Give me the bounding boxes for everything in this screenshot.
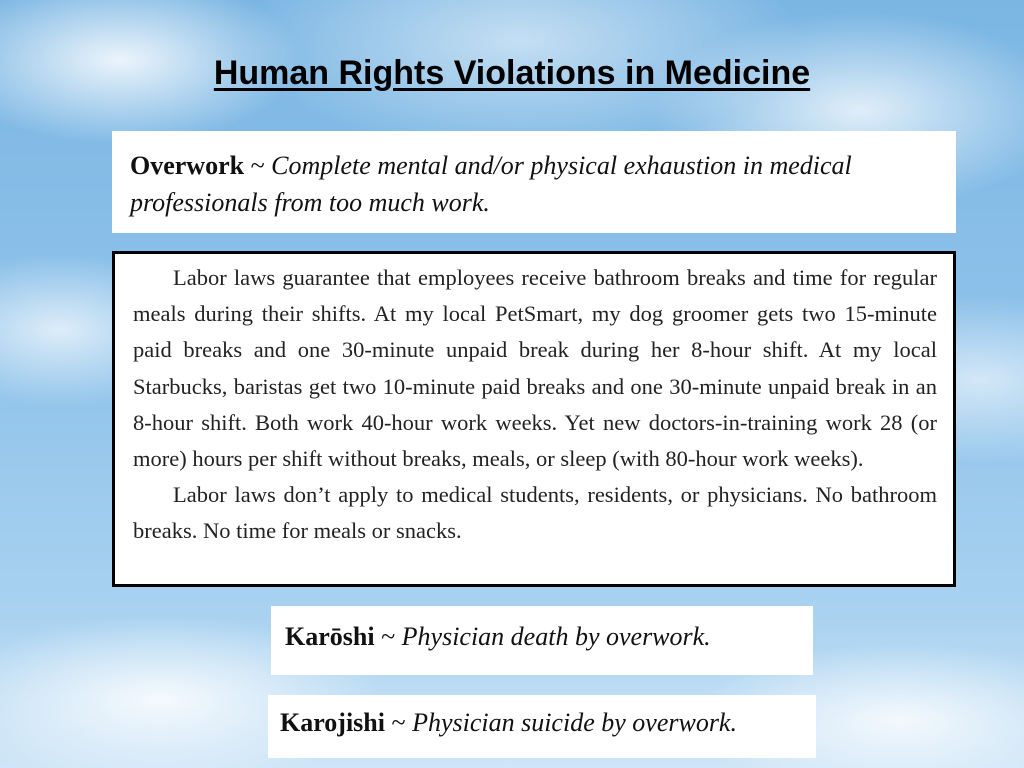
karojishi-definition: Physician suicide by overwork. — [412, 708, 737, 737]
karojishi-separator: ~ — [384, 708, 413, 737]
karoshi-definition: Physician death by overwork. — [401, 622, 711, 651]
quote-paragraph-1: Labor laws guarantee that employees receive bathroom breaks and time for regular meals during their shifts. At my local PetSmart, my dog groomer gets two 15-minute paid breaks and one 30-minute unpaid break during her 8-hour shift. At my local Starbucks, baristas get two 10-minute paid breaks and one 30-minute unpaid break in an 8-hour shift. Both work 40-hour work weeks. Yet new doctors-in-training work 28 (or more) hours per shift without breaks, meals, or sleep (with 80-hour work weeks). — [133, 265, 937, 472]
karoshi-separator: ~ — [374, 622, 402, 651]
quote-box — [112, 251, 956, 587]
overwork-definition-box — [112, 131, 956, 233]
slide-title: Human Rights Violations in Medicine — [213, 54, 811, 92]
karoshi-term: Karōshi — [285, 622, 375, 651]
quote-paragraph-2: Labor laws don’t apply to medical students, residents, or physicians. No bathroom breaks. No time for meals or snacks. — [133, 482, 937, 544]
karoshi-definition-box — [271, 606, 813, 675]
overwork-term: Overwork — [130, 151, 245, 180]
karojishi-term: Karojishi — [280, 708, 385, 737]
overwork-separator: ~ — [244, 151, 272, 180]
karojishi-definition-box — [268, 695, 816, 758]
overwork-definition: Complete mental and/or physical exhaustion in medical professionals from too much work. — [130, 151, 852, 217]
